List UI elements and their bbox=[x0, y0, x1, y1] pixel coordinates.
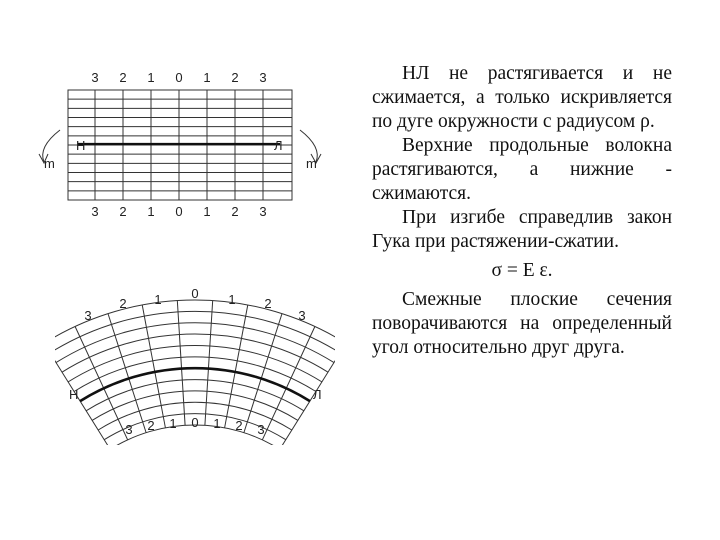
bent-beam-diagram bbox=[55, 285, 335, 445]
bent-tick-label-bottom: 2 bbox=[235, 418, 243, 433]
top-tick-label: 0 bbox=[175, 204, 183, 219]
bent-tick-label-top: 0 bbox=[191, 286, 199, 301]
top-tick-labels-bottom bbox=[91, 204, 266, 219]
bent-tick-label-bottom: 3 bbox=[257, 422, 265, 437]
bent-tick-label-bottom: 1 bbox=[213, 416, 221, 431]
top-tick-label: 1 bbox=[203, 204, 211, 219]
hooke-formula: σ = E ε. bbox=[491, 260, 553, 281]
bent-tick-label-top: 1 bbox=[154, 292, 162, 307]
bent-tick-label-top: 1 bbox=[228, 292, 236, 307]
moment-label-right: m bbox=[306, 156, 317, 171]
bent-tick-label-bottom: 1 bbox=[169, 416, 177, 431]
bent-neutral-label-right: Л bbox=[313, 387, 322, 402]
bent-tick-label-top: 2 bbox=[264, 296, 272, 311]
bent-tick-label-top: 3 bbox=[298, 308, 306, 323]
moment-label-left: m bbox=[44, 156, 55, 171]
bent-grid-section bbox=[205, 301, 213, 426]
top-tick-label: 2 bbox=[231, 70, 239, 85]
bent-tick-label-top: 2 bbox=[119, 296, 127, 311]
top-tick-label: 1 bbox=[147, 70, 155, 85]
top-tick-label: 0 bbox=[175, 70, 183, 85]
paragraph-fibers: Верхние продольные волокна растягиваются, а нижние - сжимаются. bbox=[372, 135, 672, 204]
paragraph-neutral-line: НЛ не растягивается и не сжимается, а только искривляется по дуге окружности с радиусом ρ. bbox=[372, 63, 672, 132]
neutral-label-right: Л bbox=[274, 138, 283, 153]
bent-tick-label-top: 3 bbox=[84, 308, 92, 323]
top-tick-label: 2 bbox=[119, 204, 127, 219]
neutral-label-left: Н bbox=[76, 138, 86, 153]
explanation-text bbox=[372, 62, 672, 360]
top-tick-label: 1 bbox=[203, 70, 211, 85]
bent-tick-label-bottom: 3 bbox=[125, 422, 133, 437]
top-tick-label: 2 bbox=[119, 70, 127, 85]
top-tick-label: 2 bbox=[231, 204, 239, 219]
top-tick-label: 3 bbox=[91, 204, 99, 219]
bent-neutral-label-left: Н bbox=[69, 387, 79, 402]
paragraph-sections-rotate: Смежные плоские сечения поворачиваются на определенный угол относительно друг друга. bbox=[372, 289, 672, 358]
bent-grid-section bbox=[75, 327, 128, 440]
top-tick-label: 3 bbox=[91, 70, 99, 85]
bent-grid-section bbox=[262, 327, 315, 440]
bent-beam-edge bbox=[55, 300, 335, 343]
top-tick-label: 3 bbox=[259, 70, 267, 85]
bent-grid-arc bbox=[68, 346, 322, 382]
top-tick-label: 1 bbox=[147, 204, 155, 219]
bent-grid-section bbox=[177, 301, 185, 426]
straight-beam-diagram bbox=[30, 62, 330, 222]
top-tick-label: 3 bbox=[259, 204, 267, 219]
paragraph-hooke-law: При изгибе справедлив закон Гука при растяжении-сжатии. bbox=[372, 207, 672, 252]
bent-tick-label-bottom: 2 bbox=[147, 418, 155, 433]
top-tick-labels bbox=[91, 70, 266, 85]
bent-tick-label-bottom: 0 bbox=[191, 415, 199, 430]
